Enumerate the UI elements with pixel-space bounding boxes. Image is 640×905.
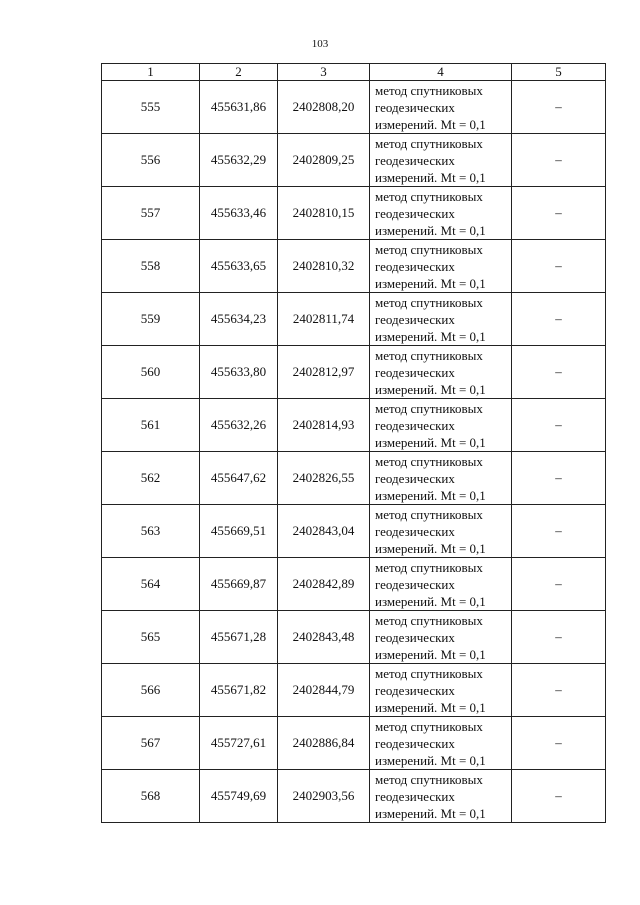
- page-number: 103: [311, 38, 329, 50]
- method-line-1: метод спутниковых: [375, 665, 483, 681]
- point-number-cell: 563: [102, 505, 200, 558]
- table-row: [102, 240, 606, 293]
- y-coordinate-cell: 2402814,93: [278, 399, 370, 452]
- header-cell-4: 4: [370, 64, 512, 81]
- table-body: [102, 81, 606, 823]
- method-cell: [370, 346, 512, 399]
- method-line-1: метод спутниковых: [375, 294, 483, 310]
- point-number-cell: 557: [102, 187, 200, 240]
- method-line-2: геодезических: [375, 735, 455, 751]
- y-coordinate-cell: 2402808,20: [278, 81, 370, 134]
- note-cell: –: [512, 346, 606, 399]
- method-line-2: геодезических: [375, 576, 455, 592]
- x-coordinate-cell: 455671,82: [200, 664, 278, 717]
- table-row: [102, 452, 606, 505]
- method-line-3: измерений. Mt = 0,1: [375, 116, 486, 132]
- method-line-1: метод спутниковых: [375, 506, 483, 522]
- x-coordinate-cell: 455749,69: [200, 770, 278, 823]
- header-row: [102, 64, 606, 81]
- method-line-2: геодезических: [375, 523, 455, 539]
- method-line-1: метод спутниковых: [375, 400, 483, 416]
- point-number-cell: 561: [102, 399, 200, 452]
- method-line-3: измерений. Mt = 0,1: [375, 805, 486, 821]
- point-number-cell: 560: [102, 346, 200, 399]
- y-coordinate-cell: 2402903,56: [278, 770, 370, 823]
- y-coordinate-cell: 2402842,89: [278, 558, 370, 611]
- method-line-1: метод спутниковых: [375, 241, 483, 257]
- method-line-3: измерений. Mt = 0,1: [375, 699, 486, 715]
- method-line-2: геодезических: [375, 629, 455, 645]
- method-line-2: геодезических: [375, 364, 455, 380]
- method-line-2: геодезических: [375, 311, 455, 327]
- header-cell-2: 2: [200, 64, 278, 81]
- method-line-3: измерений. Mt = 0,1: [375, 381, 486, 397]
- method-cell: [370, 558, 512, 611]
- note-cell: –: [512, 452, 606, 505]
- method-line-1: метод спутниковых: [375, 188, 483, 204]
- method-line-3: измерений. Mt = 0,1: [375, 646, 486, 662]
- note-cell: –: [512, 81, 606, 134]
- point-number-cell: 567: [102, 717, 200, 770]
- method-cell: [370, 664, 512, 717]
- method-cell: [370, 134, 512, 187]
- x-coordinate-cell: 455633,46: [200, 187, 278, 240]
- note-cell: –: [512, 505, 606, 558]
- note-cell: –: [512, 293, 606, 346]
- y-coordinate-cell: 2402809,25: [278, 134, 370, 187]
- header-cell-3: 3: [278, 64, 370, 81]
- method-line-1: метод спутниковых: [375, 771, 483, 787]
- method-cell: [370, 505, 512, 558]
- method-line-3: измерений. Mt = 0,1: [375, 275, 486, 291]
- table-header: [102, 64, 606, 81]
- method-line-1: метод спутниковых: [375, 612, 483, 628]
- x-coordinate-cell: 455671,28: [200, 611, 278, 664]
- point-number-cell: 562: [102, 452, 200, 505]
- note-cell: –: [512, 664, 606, 717]
- method-line-3: измерений. Mt = 0,1: [375, 222, 486, 238]
- table-row: [102, 134, 606, 187]
- x-coordinate-cell: 455632,26: [200, 399, 278, 452]
- method-line-2: геодезических: [375, 470, 455, 486]
- method-line-2: геодезических: [375, 682, 455, 698]
- method-line-1: метод спутниковых: [375, 347, 483, 363]
- point-number-cell: 555: [102, 81, 200, 134]
- method-cell: [370, 240, 512, 293]
- x-coordinate-cell: 455633,65: [200, 240, 278, 293]
- method-line-3: измерений. Mt = 0,1: [375, 434, 486, 450]
- y-coordinate-cell: 2402810,32: [278, 240, 370, 293]
- coordinates-table: [101, 63, 606, 823]
- y-coordinate-cell: 2402844,79: [278, 664, 370, 717]
- method-line-3: измерений. Mt = 0,1: [375, 487, 486, 503]
- point-number-cell: 558: [102, 240, 200, 293]
- point-number-cell: 565: [102, 611, 200, 664]
- method-line-2: геодезических: [375, 258, 455, 274]
- table-row: [102, 293, 606, 346]
- note-cell: –: [512, 134, 606, 187]
- method-cell: [370, 770, 512, 823]
- y-coordinate-cell: 2402810,15: [278, 187, 370, 240]
- method-cell: [370, 81, 512, 134]
- x-coordinate-cell: 455634,23: [200, 293, 278, 346]
- table-row: [102, 611, 606, 664]
- method-cell: [370, 717, 512, 770]
- method-line-1: метод спутниковых: [375, 718, 483, 734]
- x-coordinate-cell: 455647,62: [200, 452, 278, 505]
- y-coordinate-cell: 2402812,97: [278, 346, 370, 399]
- method-line-2: геодезических: [375, 205, 455, 221]
- note-cell: –: [512, 240, 606, 293]
- point-number-cell: 556: [102, 134, 200, 187]
- y-coordinate-cell: 2402843,48: [278, 611, 370, 664]
- x-coordinate-cell: 455727,61: [200, 717, 278, 770]
- method-cell: [370, 399, 512, 452]
- method-line-1: метод спутниковых: [375, 453, 483, 469]
- table-row: [102, 664, 606, 717]
- note-cell: –: [512, 717, 606, 770]
- table-row: [102, 505, 606, 558]
- point-number-cell: 559: [102, 293, 200, 346]
- note-cell: –: [512, 770, 606, 823]
- method-line-3: измерений. Mt = 0,1: [375, 593, 486, 609]
- point-number-cell: 564: [102, 558, 200, 611]
- x-coordinate-cell: 455633,80: [200, 346, 278, 399]
- method-line-3: измерений. Mt = 0,1: [375, 328, 486, 344]
- note-cell: –: [512, 558, 606, 611]
- method-line-2: геодезических: [375, 152, 455, 168]
- x-coordinate-cell: 455669,51: [200, 505, 278, 558]
- table-row: [102, 187, 606, 240]
- y-coordinate-cell: 2402811,74: [278, 293, 370, 346]
- header-cell-5: 5: [512, 64, 606, 81]
- method-cell: [370, 293, 512, 346]
- method-line-3: измерений. Mt = 0,1: [375, 169, 486, 185]
- method-cell: [370, 187, 512, 240]
- method-line-3: измерений. Mt = 0,1: [375, 540, 486, 556]
- table-row: [102, 81, 606, 134]
- point-number-cell: 566: [102, 664, 200, 717]
- table-row: [102, 558, 606, 611]
- y-coordinate-cell: 2402843,04: [278, 505, 370, 558]
- table-row: [102, 770, 606, 823]
- note-cell: –: [512, 399, 606, 452]
- x-coordinate-cell: 455632,29: [200, 134, 278, 187]
- method-line-1: метод спутниковых: [375, 559, 483, 575]
- header-cell-1: 1: [102, 64, 200, 81]
- method-line-1: метод спутниковых: [375, 135, 483, 151]
- method-line-2: геодезических: [375, 417, 455, 433]
- x-coordinate-cell: 455631,86: [200, 81, 278, 134]
- method-line-2: геодезических: [375, 788, 455, 804]
- note-cell: –: [512, 611, 606, 664]
- method-cell: [370, 611, 512, 664]
- note-cell: –: [512, 187, 606, 240]
- table-row: [102, 717, 606, 770]
- method-line-1: метод спутниковых: [375, 82, 483, 98]
- method-cell: [370, 452, 512, 505]
- method-line-2: геодезических: [375, 99, 455, 115]
- table-row: [102, 399, 606, 452]
- y-coordinate-cell: 2402886,84: [278, 717, 370, 770]
- table-row: [102, 346, 606, 399]
- method-line-3: измерений. Mt = 0,1: [375, 752, 486, 768]
- y-coordinate-cell: 2402826,55: [278, 452, 370, 505]
- x-coordinate-cell: 455669,87: [200, 558, 278, 611]
- point-number-cell: 568: [102, 770, 200, 823]
